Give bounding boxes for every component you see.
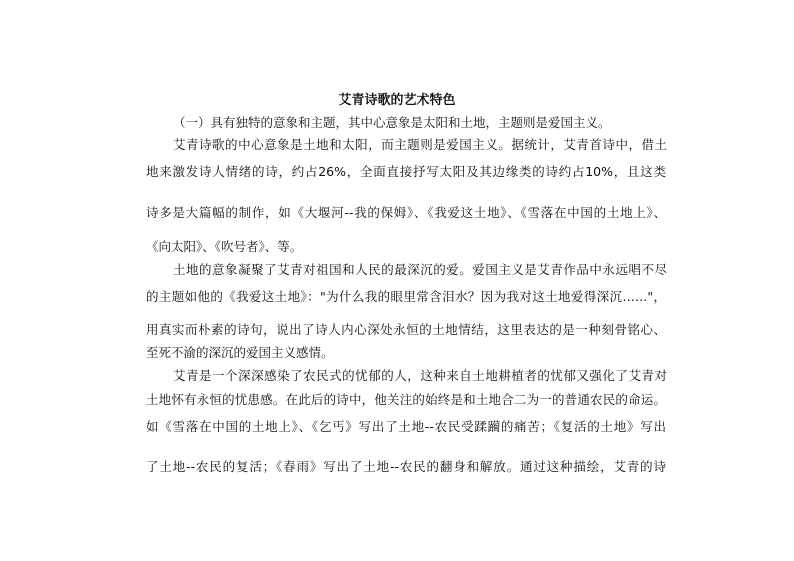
paragraph-line: 了土地--农民的复活；《春雨》写出了土地--农民的翻身和解放。通过这种描绘，艾青的诗: [146, 459, 666, 474]
paragraph-line: 至死不渝的深沉的爱国主义感情。: [146, 345, 334, 360]
section-heading-line: （一）具有独特的意象和主题，其中心意象是太阳和土地，主题则是爱国主义。: [173, 115, 611, 130]
paragraph-line: 用真实而朴素的诗句，说出了诗人内心深处永恒的土地情结，这里表达的是一种刻骨铭心、: [146, 322, 666, 337]
paragraph-line: 诗多是大篇幅的制作，如《大堰河--我的保姆》、《我爱这土地》、《雪落在中国的土地上》、: [146, 205, 666, 220]
paragraph-line: 《向太阳》、《吹号者》、等。: [146, 239, 303, 254]
paragraph-line: 土地怀有永恒的忧患感。在此后的诗中，他关注的始终是和土地合二为一的普通农民的命运。: [146, 392, 666, 407]
document-title: 艾青诗歌的艺术特色: [338, 93, 456, 108]
paragraph-line: 艾青是一个深深感染了农民式的忧郁的人，这种来自土地耕植者的忧郁又强化了艾青对: [173, 368, 667, 383]
paragraph-line: 的主题如他的《我爱这土地》："为什么我的眼里常含泪水？因为我对这土地爱得深沉……"，: [146, 289, 666, 304]
paragraph-line: 如《雪落在中国的土地上》、《乞丐》写出了土地--农民受蹂躏的痛苦；《复活的土地》写出: [146, 419, 666, 434]
paragraph-line: 艾青诗歌的中心意象是土地和太阳，而主题则是爱国主义。据统计，艾青首诗中，借土: [173, 137, 667, 152]
paragraph-line: 地来激发诗人情绪的诗，约占26%，全面直接抒写太阳及其边缘类的诗约占10%，且这类: [146, 164, 666, 179]
paragraph-line: 土地的意象凝聚了艾青对祖国和人民的最深沉的爱。爱国主义是艾青作品中永远唱不尽: [173, 262, 667, 277]
